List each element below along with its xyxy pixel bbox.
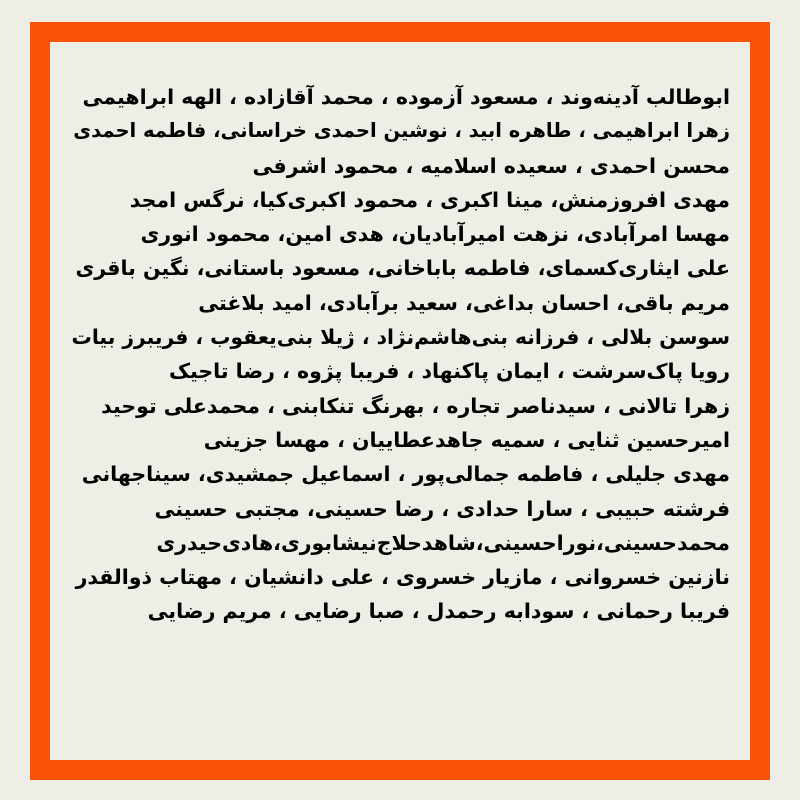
names-line-1: ابوطالب آدینه‌وند ، مسعود آزموده ، محمد آقازاده ، الهه ابراهیمی xyxy=(82,85,730,109)
names-list xyxy=(70,80,730,629)
names-line-12: مهدی جلیلی ، فاطمه جمالی‌پور ، اسماعیل جمشیدی، سیناجهانی xyxy=(81,462,730,487)
names-line-8: سوسن بلالی ، فرزانه بنی‌هاشم‌نژاد ، ژیلا بنی‌یعقوب ، فریبرز بیات xyxy=(71,325,730,350)
names-line-7: مریم باقی، احسان بداغی، سعید برآبادی، امید بلاغتی xyxy=(198,290,730,315)
names-line-5: مهسا امرآبادی، نزهت امیرآبادیان، هدی امین، محمود انوری xyxy=(140,222,730,247)
names-line-3: محسن احمدی ، سعیده اسلامیه ، محمود اشرفی xyxy=(252,153,730,178)
names-line-16: فریبا رحمانی ، سودابه رحمدل ، صبا رضایی ، مریم رضایی xyxy=(147,599,730,624)
names-line-14: محمدحسینی،نوراحسینی،شاهدحلاج‌نیشابوری،هادی‌حیدری xyxy=(156,530,730,555)
names-line-13: فرشته حبیبی ، سارا حدادی ، رضا حسینی، مجتبی حسینی xyxy=(154,496,730,521)
names-line-11: امیرحسین ثنایی ، سمیه جاهدعطاییان ، مهسا جزینی xyxy=(203,427,730,452)
names-line-2: زهرا ابراهیمی ، طاهره ابید ، نوشین احمدی خراسانی، فاطمه احمدی xyxy=(73,119,730,143)
names-line-15: نازنین خسروانی ، مازیار خسروی ، علی دانشیان ، مهتاب ذوالقدر xyxy=(75,565,730,590)
names-line-6: علی ایثاری‌کسمای، فاطمه باباخانی، مسعود باستانی، نگین باقری xyxy=(75,256,730,281)
names-line-4: مهدی افروزمنش، مینا اکبری ، محمود اکبری‌کیا، نرگس امجد xyxy=(129,187,730,212)
orange-border-frame xyxy=(30,22,770,780)
names-line-9: رویا پاک‌سرشت ، ایمان پاکنهاد ، فریبا پژوه ، رضا تاجیک xyxy=(169,359,730,384)
names-line-10: زهرا تالانی ، سیدناصر تجاره ، بهرنگ تنکابنی ، محمدعلی توحید xyxy=(101,393,730,418)
